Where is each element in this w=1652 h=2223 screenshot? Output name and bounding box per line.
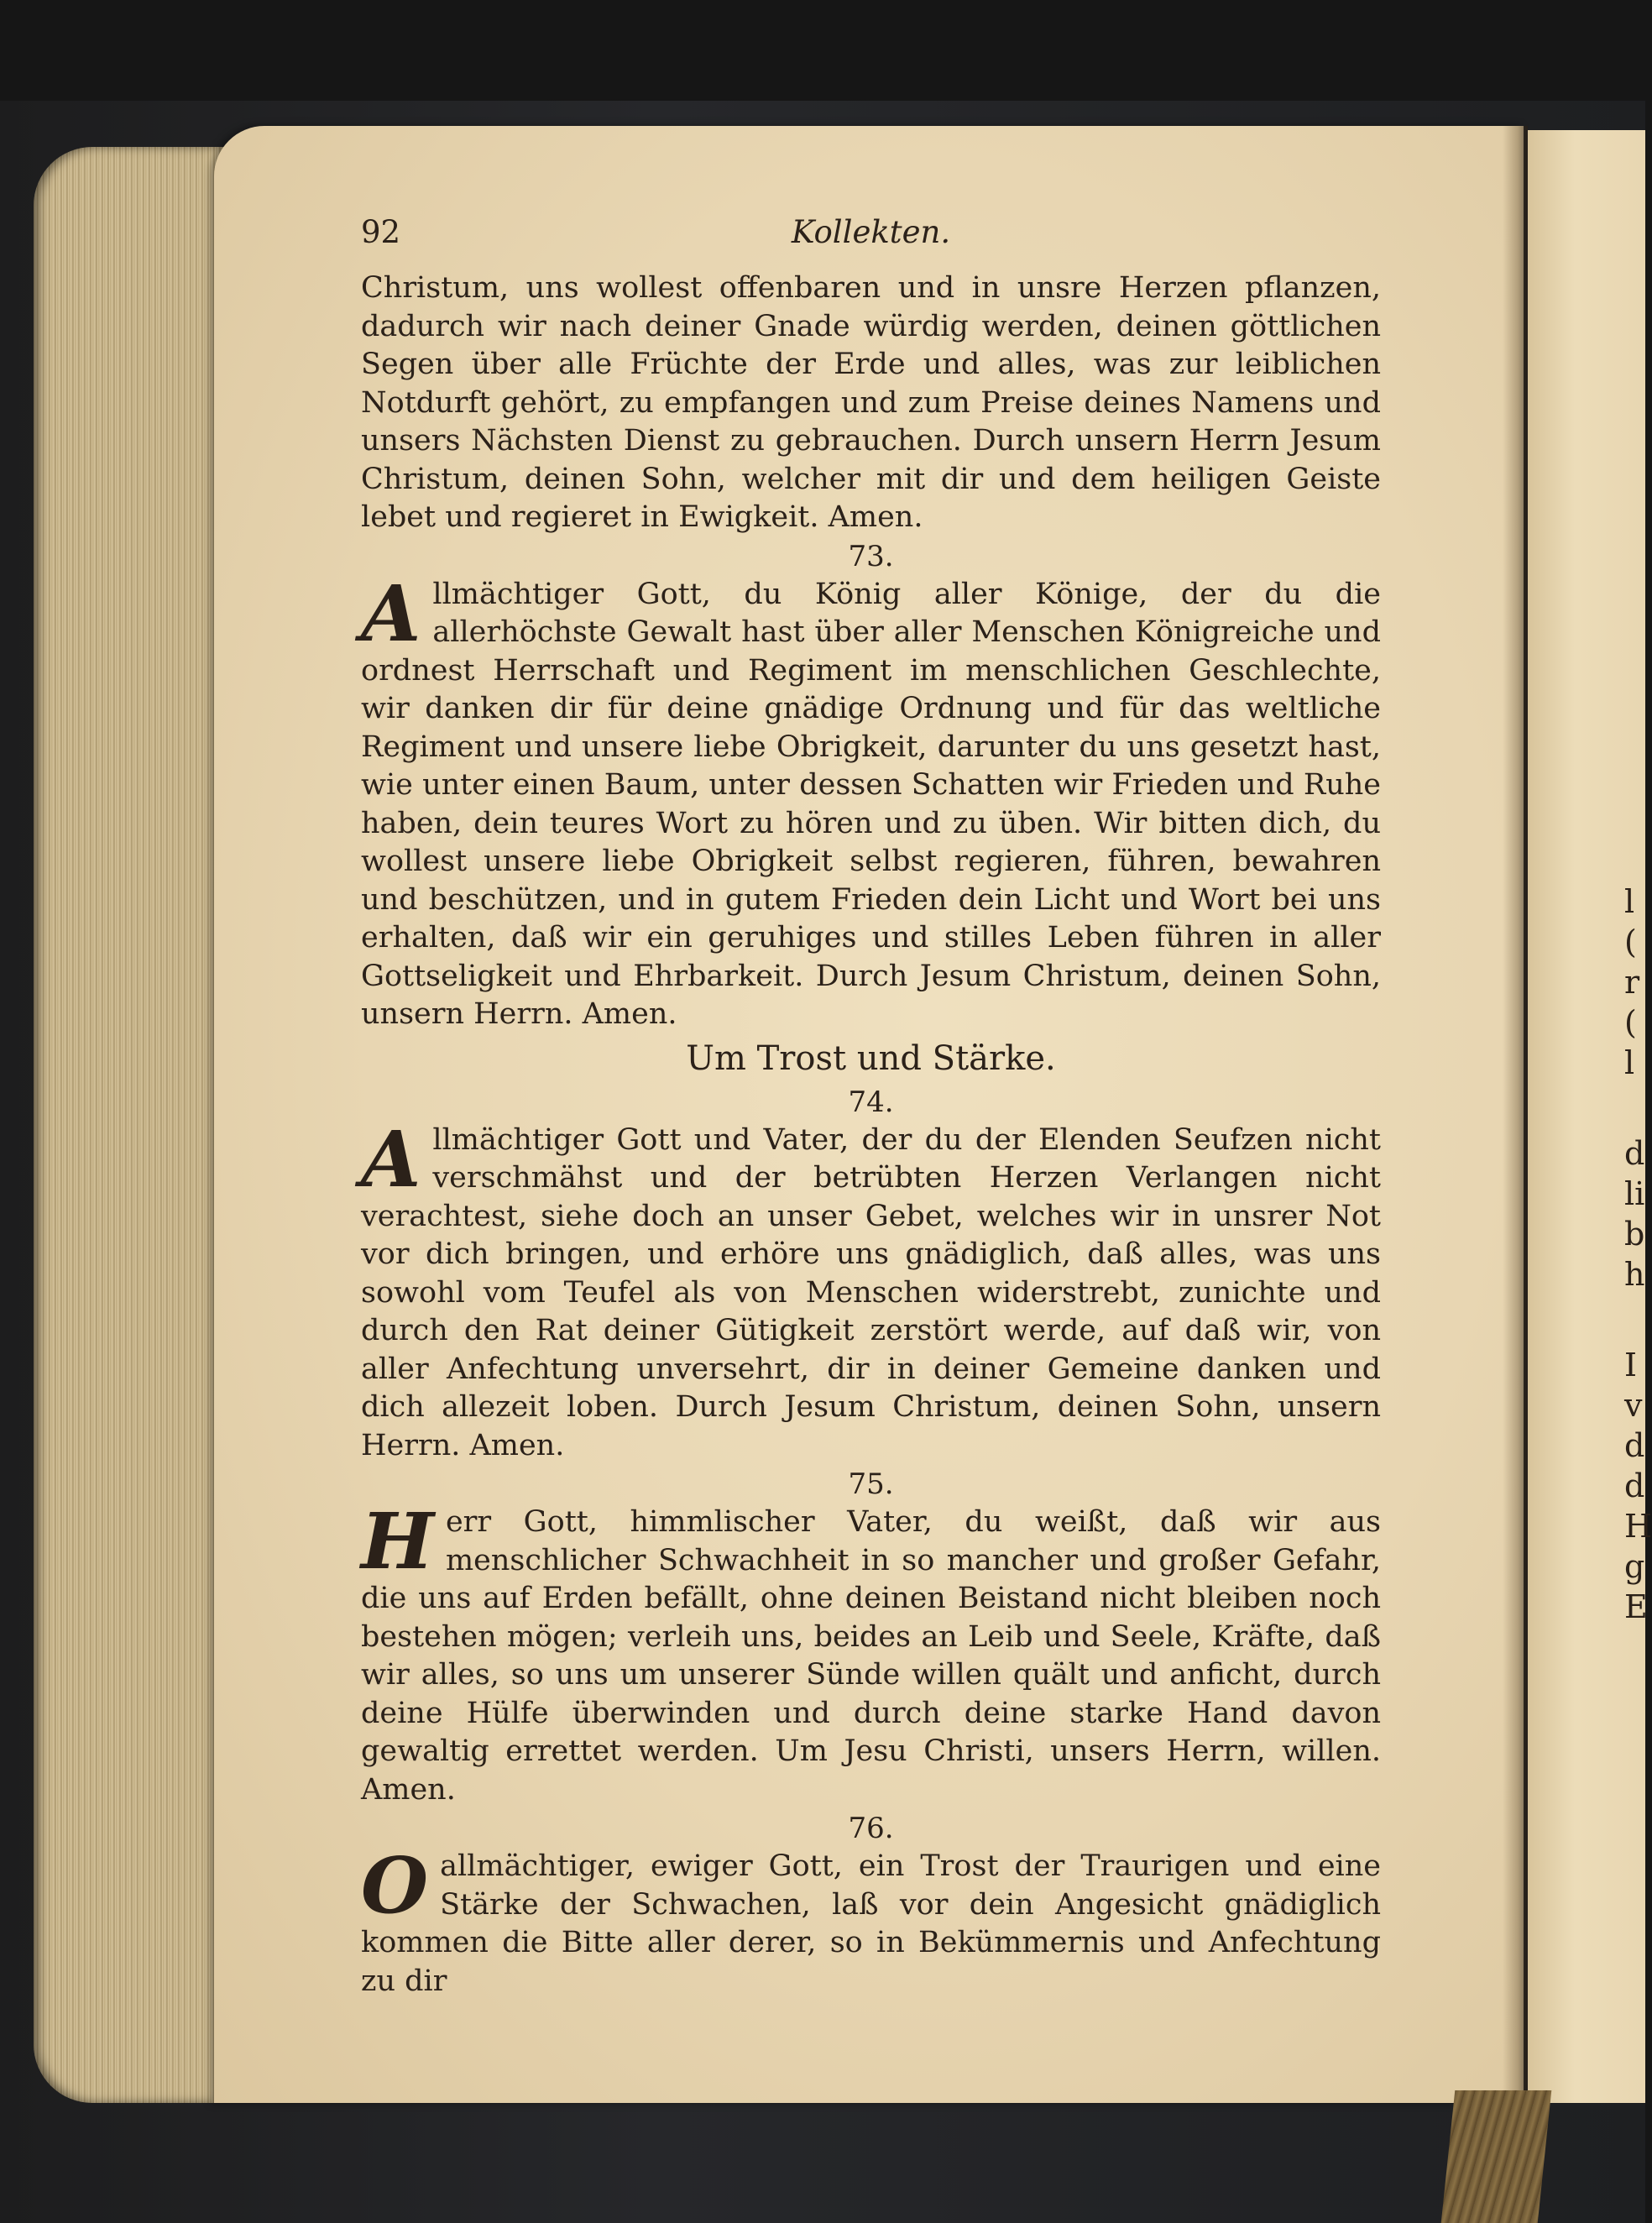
fragment: r xyxy=(1624,964,1640,1001)
prayer-number: 76. xyxy=(848,1812,894,1845)
prayer-text: allmächtiger, ewiger Gott, ein Trost der Traurigen und eine Stärke der Schwachen, laß vor dein Angesicht gnädiglich kommen die Bitte aller derer, so in Bekümmernis und Anfechtung zu dir xyxy=(361,1849,1381,1998)
fragment: v xyxy=(1624,1387,1643,1424)
prayer-paragraph xyxy=(361,1496,1381,1809)
fragment: h xyxy=(1624,1256,1645,1293)
paragraph-continuation: Christum, uns wollest offenbaren und in unsre Herzen pflanzen, dadurch wir nach deiner Gnade würdig werden, deinen göttlichen Segen über alle Früchte der Erde und alles, was zur leiblichen Notdurft gehört, zu empfangen und zum Preise deines Namens und unsers Nächsten Dienst zu gebrauchen. Durch unsern Herrn Jesum Christum, deinen Sohn, welcher mit dir und dem heiligen Geiste lebet und regieret in Ewigkeit. Amen. xyxy=(361,271,1381,534)
fragment: d xyxy=(1624,1427,1645,1464)
drop-cap: H xyxy=(361,1496,434,1587)
prayer-paragraph xyxy=(361,1113,1381,1466)
fragment: g xyxy=(1624,1548,1645,1585)
prayer-number: 73. xyxy=(848,539,894,573)
fragment: l xyxy=(1624,883,1635,920)
prayer-number: 74. xyxy=(848,1085,894,1119)
fragment: H xyxy=(1624,1508,1652,1545)
fragment: d xyxy=(1624,1467,1645,1504)
fragment: li xyxy=(1624,1175,1645,1212)
right-page-fragments xyxy=(1624,881,1652,1627)
section-heading: Um Trost und Stärke. xyxy=(686,1038,1056,1078)
fragment: b xyxy=(1624,1216,1645,1253)
prayer-paragraph xyxy=(361,1840,1381,2001)
prayer-text: err Gott, himmlischer Vater, du weißt, daß wir aus menschlicher Schwachheit in so mancher und großer Gefahr, die uns auf Erden befällt, ohne deinen Beistand nicht bleiben noch bestehen mögen; verleih uns, beides an Leib und Seele, Kräfte, daß wir alles, so uns um unserer Sünde willen quält und anficht, durch deine Hülfe überwinden und durch deine starke Hand davon gewaltig errettet werden. Um Jesu Christi, unsers Herrn, willen. Amen. xyxy=(361,1505,1381,1807)
fragment: E xyxy=(1624,1588,1648,1625)
fragment: ( xyxy=(1624,1004,1637,1041)
page-edges xyxy=(34,147,235,2103)
drop-cap: A xyxy=(361,568,421,659)
page-header xyxy=(361,214,1381,264)
drop-cap: A xyxy=(361,1113,421,1205)
fragment: d xyxy=(1624,1135,1645,1172)
fragment: ( xyxy=(1624,923,1637,960)
prayer-text: llmächtiger Gott, du König aller Könige, der du die allerhöchste Gewalt hast über aller Menschen Königreiche und ordnest Herrschaft und Regiment im menschlichen Geschlechte, wir danken dir für deine gnädige Ordnung und für das weltliche Regiment und unsere liebe Obrigkeit, darunter du uns gesetzt hast, wie unter einen Baum, unter dessen Schatten wir Frieden und Ruhe haben, dein teures Wort zu hören und zu üben. Wir bitten dich, du wollest unsere liebe Obrigkeit selbst regieren, führen, bewahren und beschützen, und in gutem Frieden dein Licht und Wort bei uns erhalten, daß wir ein geruhiges und stilles Leben führen in aller Gottseligkeit und Ehrbarkeit. Durch Jesum Christum, deinen Sohn, unsern Herrn. Amen. xyxy=(361,577,1381,1031)
prayer-number: 75. xyxy=(848,1467,894,1501)
book-gutter xyxy=(1503,126,1528,2103)
drop-cap: O xyxy=(361,1840,429,1931)
prayer-text: llmächtiger Gott und Vater, der du der Elenden Seufzen nicht verschmähst und der betrübten Herzen Verlangen nicht verachtest, siehe doch an unser Gebet, welches wir in unsrer Not vor dich bringen, und erhöre uns gnädiglich, daß alles, was uns sowohl vom Teufel als von Menschen widerstrebt, zunichte und durch den Rat deiner Gütigkeit zerstört werde, auf daß wir, von aller Anfechtung unversehrt, dir in deiner Gemeine danken und dich allezeit loben. Durch Jesum Christum, deinen Sohn, unsern Herrn. Amen. xyxy=(361,1122,1381,1462)
bookmark-ribbon xyxy=(1441,2090,1552,2223)
running-title: Kollekten. xyxy=(791,214,951,250)
page-text xyxy=(361,214,1381,2001)
fragment: l xyxy=(1624,1044,1635,1081)
prayer-paragraph xyxy=(361,568,1381,1034)
page-number: 92 xyxy=(361,214,401,250)
fragment: I xyxy=(1624,1347,1638,1383)
